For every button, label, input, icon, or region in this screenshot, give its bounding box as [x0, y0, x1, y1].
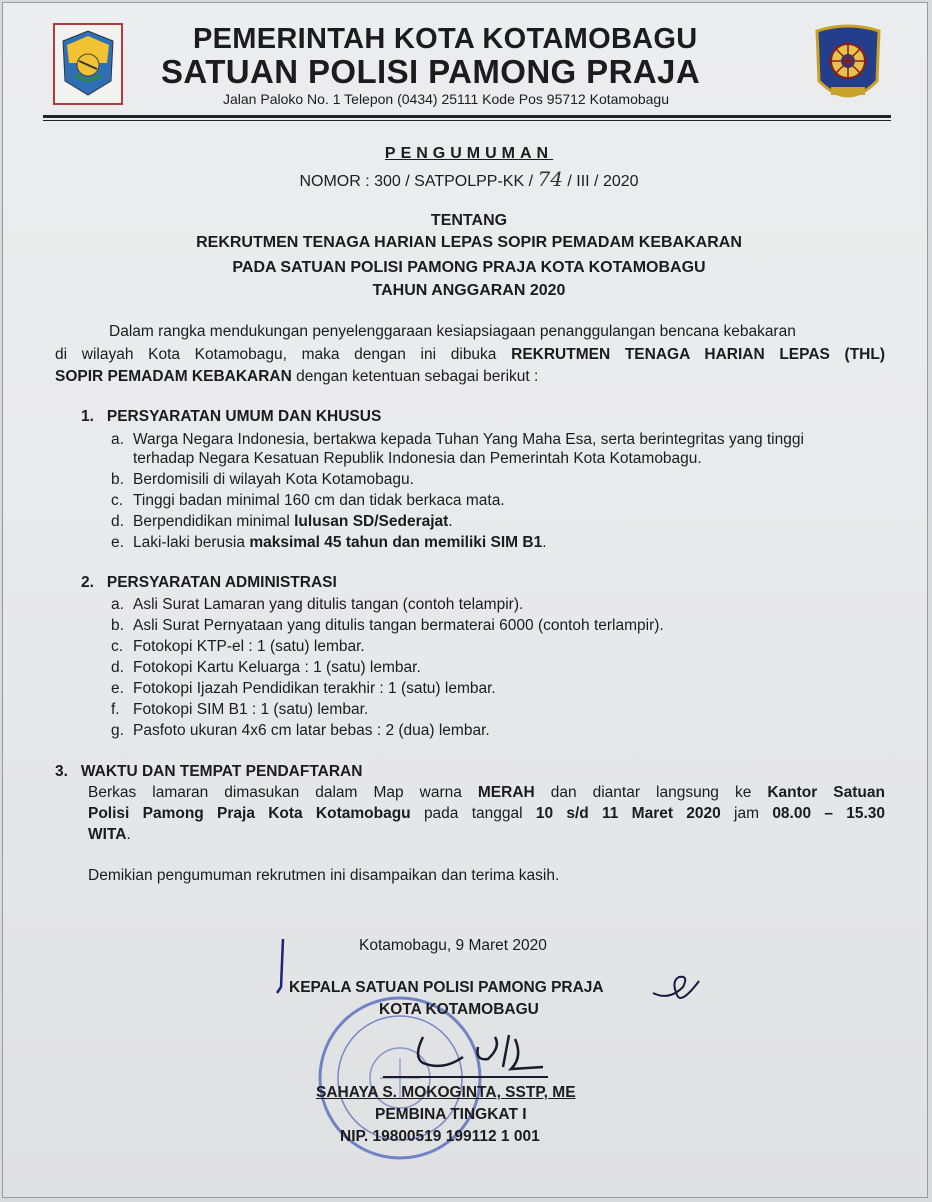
s1-item-a-line2: terhadap Negara Kesatuan Republik Indonesia dan Pemerintah Kota Kotamobagu.	[133, 450, 702, 467]
intro-line-3: SOPIR PEMADAM KEBAKARAN dengan ketentuan sebagai berikut :	[55, 368, 539, 385]
signer-name: SAHAYA S. MOKOGINTA, SSTP, ME	[316, 1084, 576, 1101]
s3-line-1: Berkas lamaran dimasukan dalam Map warna MERAH dan diantar langsung ke Kantor Satuan	[88, 784, 885, 801]
s1-item-a-line1: a. Warga Negara Indonesia, bertakwa kepada Tuhan Yang Maha Esa, serta berintegritas yang tinggi	[111, 431, 804, 448]
signer-rank: PEMBINA TINGKAT I	[375, 1106, 527, 1123]
handwritten-signature-icon	[383, 1027, 553, 1087]
announcement-title: PENGUMUMAN	[384, 145, 554, 162]
kota-kotamobagu-emblem-icon	[53, 23, 123, 105]
s2-item-g: g. Pasfoto ukuran 4x6 cm latar bebas : 2 (dua) lembar.	[111, 722, 490, 739]
satpol-pp-emblem-icon	[811, 21, 885, 109]
intro-line-1: Dalam rangka mendukungan penyelenggaraan kesiapsiagaan penanggulangan bencana kebakaran	[109, 323, 796, 340]
initial-paraf-icon	[649, 967, 705, 1007]
government-title: PEMERINTAH KOTA KOTAMOBAGU	[193, 23, 698, 55]
subject-line-2: PADA SATUAN POLISI PAMONG PRAJA KOTA KOTAMOBAGU	[232, 259, 706, 276]
handwritten-number: 74	[537, 167, 563, 191]
place-date: Kotamobagu, 9 Maret 2020	[359, 937, 547, 954]
section-2-heading: 2. PERSYARATAN ADMINISTRASI	[81, 574, 337, 591]
header-divider-thin	[43, 120, 891, 121]
office-address: Jalan Paloko No. 1 Telepon (0434) 25111 Kode Pos 95712 Kotamobagu	[223, 91, 669, 107]
section-1-heading: 1. PERSYARATAN UMUM DAN KHUSUS	[81, 408, 382, 425]
s2-item-f: f. Fotokopi SIM B1 : 1 (satu) lembar.	[111, 701, 369, 718]
s2-item-a: a. Asli Surat Lamaran yang ditulis tangan (contoh telampir).	[111, 596, 524, 613]
s1-item-e: e. Laki-laki berusia maksimal 45 tahun dan memiliki SIM B1.	[111, 534, 547, 551]
s3-line-3: WITA.	[88, 826, 131, 843]
intro-line-2: di wilayah Kota Kotamobagu, maka dengan ini dibuka REKRUTMEN TENAGA HARIAN LEPAS (THL)	[55, 346, 885, 363]
s3-line-2: Polisi Pamong Praja Kota Kotamobagu pada tanggal 10 s/d 11 Maret 2020 jam 08.00 – 15.30	[88, 805, 886, 822]
about-label: TENTANG	[430, 212, 508, 229]
s2-item-c: c. Fotokopi KTP-el : 1 (satu) lembar.	[111, 638, 365, 655]
unit-title: SATUAN POLISI PAMONG PRAJA	[161, 53, 701, 90]
signer-position-line-1: KEPALA SATUAN POLISI PAMONG PRAJA	[289, 979, 604, 996]
section-3-heading: 3. WAKTU DAN TEMPAT PENDAFTARAN	[55, 763, 363, 780]
s2-item-d: d. Fotokopi Kartu Keluarga : 1 (satu) lembar.	[111, 659, 421, 676]
announcement-number: NOMOR : 300 / SATPOLPP-KK / 74 / III / 2020	[299, 167, 639, 191]
header-divider-thick	[43, 115, 891, 118]
document-page	[2, 2, 928, 1198]
signer-nip: NIP. 19800519 199112 1 001	[340, 1128, 540, 1145]
signer-position-line-2: KOTA KOTAMOBAGU	[379, 1001, 539, 1018]
s2-item-e: e. Fotokopi Ijazah Pendidikan terakhir : 1 (satu) lembar.	[111, 680, 496, 697]
subject-line-3: TAHUN ANGGARAN 2020	[372, 282, 566, 299]
subject-line-1: REKRUTMEN TENAGA HARIAN LEPAS SOPIR PEMADAM KEBAKARAN	[196, 234, 742, 251]
s1-item-d: d. Berpendidikan minimal lulusan SD/Sederajat.	[111, 513, 453, 530]
s2-item-b: b. Asli Surat Pernyataan yang ditulis tangan bermaterai 6000 (contoh terlampir).	[111, 617, 664, 634]
s1-item-c: c. Tinggi badan minimal 160 cm dan tidak berkaca mata.	[111, 492, 505, 509]
closing-text: Demikian pengumuman rekrutmen ini disampaikan dan terima kasih.	[88, 867, 560, 884]
s1-item-b: b. Berdomisili di wilayah Kota Kotamobagu.	[111, 471, 414, 488]
